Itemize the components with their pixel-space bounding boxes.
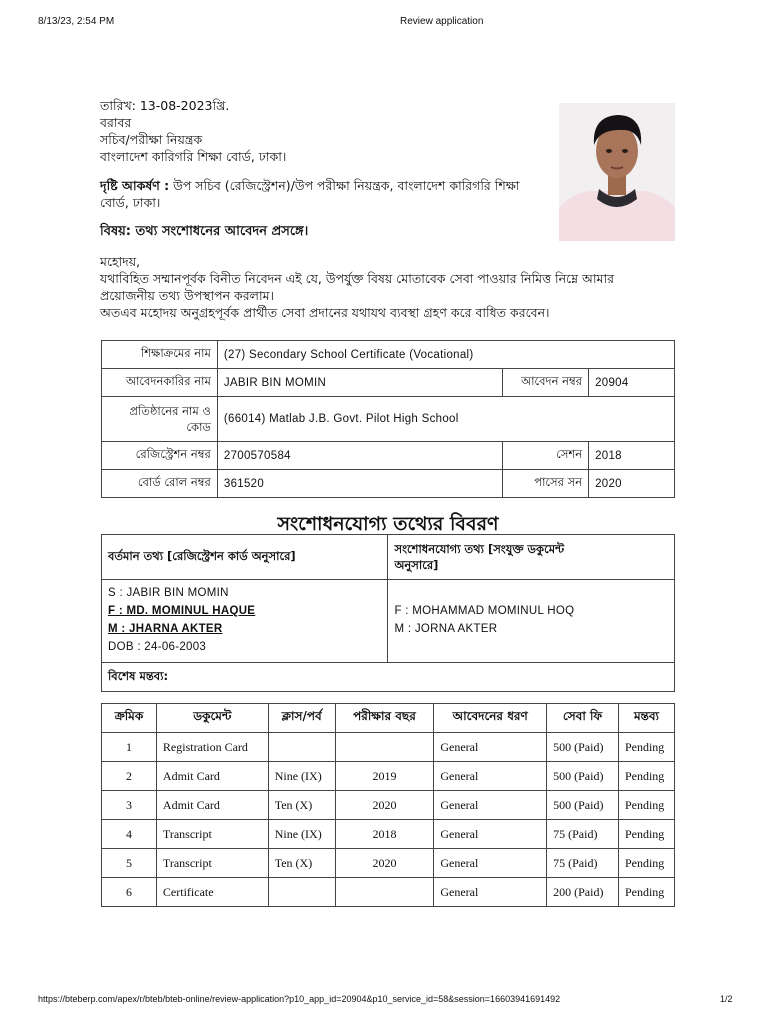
cell-exam-year	[335, 878, 434, 907]
application-number-label: আবেদন নম্বর	[503, 369, 589, 397]
cell-document: Transcript	[156, 820, 268, 849]
table-row	[102, 733, 675, 762]
curriculum-label: শিক্ষাক্রমের নাম	[102, 341, 218, 369]
corrected-father-name: F : MOHAMMAD MOMINUL HOQ	[394, 605, 575, 617]
cell-class: Nine (IX)	[268, 820, 335, 849]
cell-class: Ten (X)	[268, 791, 335, 820]
institute-label-line-2: কোড	[186, 420, 211, 434]
print-title: Review application	[400, 16, 484, 27]
current-father-name: F : MD. MOMINUL HAQUE	[108, 605, 256, 617]
board-roll-label: বোর্ড রোল নম্বর	[102, 470, 218, 498]
corrected-mother-name: M : JORNA AKTER	[394, 623, 498, 635]
table-row	[102, 791, 675, 820]
session-value: 2018	[589, 442, 675, 470]
cell-serial: 3	[102, 791, 157, 820]
corrected-info-header	[388, 535, 675, 580]
cell-exam-year: 2020	[335, 849, 434, 878]
current-student-name: S : JABIR BIN MOMIN	[108, 587, 229, 599]
cell-status: Pending	[618, 878, 674, 907]
applicant-photo-image	[559, 103, 675, 241]
cell-document: Admit Card	[156, 762, 268, 791]
passing-year-label: পাসের সন	[503, 470, 589, 498]
cell-service-fee: 500 (Paid)	[547, 762, 619, 791]
cell-service-fee: 200 (Paid)	[547, 878, 619, 907]
body-line-3: অতএব মহোদয় অনুগ্রহপূর্বক প্রার্থীত সেবা প্রদানের যথাযথ ব্যবস্থা গ্রহণ করে বাধিত করবেন।	[100, 305, 550, 320]
table-row	[102, 580, 675, 663]
applicant-photo	[559, 103, 675, 241]
body-line-2: প্রয়োজনীয় তথ্য উপস্থাপন করলাম।	[100, 288, 274, 303]
documents-table	[101, 703, 675, 907]
current-info-cell	[102, 580, 388, 663]
recipient-org: বাংলাদেশ কারিগরি শিক্ষা বোর্ড, ঢাকা।	[100, 149, 287, 164]
cell-service-fee: 500 (Paid)	[547, 791, 619, 820]
attention-block	[100, 177, 560, 211]
header-exam-year: পরীক্ষার বছর	[335, 704, 434, 733]
cell-document: Certificate	[156, 878, 268, 907]
body-line-1: যথাবিহিত সম্মানপূর্বক বিনীত নিবেদন এই যে, উপর্যুক্ত বিষয় মোতাবেক সেবা পাওয়ার নিমিত্ত নিম্নে আমার	[100, 271, 614, 286]
registration-number-value: 2700570584	[217, 442, 502, 470]
corrected-info-cell	[388, 580, 675, 663]
table-row	[102, 442, 675, 470]
cell-document: Admit Card	[156, 791, 268, 820]
cell-application-type: General	[434, 762, 547, 791]
header-remarks: মন্তব্য	[618, 704, 674, 733]
salutation: মহোদয়,	[100, 254, 141, 269]
to-line: বরাবর	[100, 115, 132, 130]
cell-document: Transcript	[156, 849, 268, 878]
letter-address	[100, 97, 560, 165]
session-label: সেশন	[503, 442, 589, 470]
table-row	[102, 820, 675, 849]
cell-serial: 1	[102, 733, 157, 762]
registration-number-label: রেজিস্ট্রেশন নম্বর	[102, 442, 218, 470]
table-row	[102, 397, 675, 442]
table-row	[102, 663, 675, 692]
header-service-fee: সেবা ফি	[547, 704, 619, 733]
table-row	[102, 878, 675, 907]
current-info-header: বর্তমান তথ্য [রেজিস্ট্রেশন কার্ড অনুসারে]	[102, 535, 388, 580]
header-serial: ক্রমিক	[102, 704, 157, 733]
correction-table	[101, 534, 675, 692]
table-row	[102, 470, 675, 498]
cell-class	[268, 733, 335, 762]
cell-service-fee: 500 (Paid)	[547, 733, 619, 762]
subject-line: বিষয়: তথ্য সংশোধনের আবেদন প্রসঙ্গে।	[100, 224, 309, 239]
header-document: ডকুমেন্ট	[156, 704, 268, 733]
recipient-title: সচিব/পরীক্ষা নিয়ন্ত্রক	[100, 132, 203, 147]
passing-year-value: 2020	[589, 470, 675, 498]
attention-label: দৃষ্টি আকর্ষণ :	[100, 178, 170, 193]
header-application-type: আবেদনের ধরণ	[434, 704, 547, 733]
cell-service-fee: 75 (Paid)	[547, 820, 619, 849]
cell-exam-year	[335, 733, 434, 762]
print-datetime: 8/13/23, 2:54 PM	[38, 16, 115, 27]
institute-label-line-1: প্রতিষ্ঠানের নাম ও	[129, 404, 211, 418]
application-number-value: 20904	[589, 369, 675, 397]
header-class: ক্লাস/পর্ব	[268, 704, 335, 733]
cell-class	[268, 878, 335, 907]
corrected-info-header-line-2: অনুসারে]	[394, 558, 439, 572]
corrected-info-header-line-1: সংশোধনযোগ্য তথ্য [সংযুক্ত ডকুমেন্ট	[394, 542, 565, 556]
current-dob: DOB : 24-06-2003	[108, 641, 207, 653]
cell-status: Pending	[618, 849, 674, 878]
cell-status: Pending	[618, 733, 674, 762]
cell-serial: 4	[102, 820, 157, 849]
date-line: তারিখ: 13-08-2023খ্রি.	[100, 98, 230, 113]
cell-service-fee: 75 (Paid)	[547, 849, 619, 878]
attention-text: উপ সচিব (রেজিস্ট্রেশন)/উপ পরীক্ষা নিয়ন্ত্রক, বাংলাদেশ কারিগরি শিক্ষা	[169, 178, 520, 193]
cell-exam-year: 2018	[335, 820, 434, 849]
current-mother-name: M : JHARNA AKTER	[108, 623, 223, 635]
cell-serial: 6	[102, 878, 157, 907]
cell-status: Pending	[618, 820, 674, 849]
institute-label	[102, 397, 218, 442]
attention-text-cont: বোর্ড, ঢাকা।	[100, 195, 161, 210]
institute-value: (66014) Matlab J.B. Govt. Pilot High School	[217, 397, 674, 442]
cell-exam-year: 2019	[335, 762, 434, 791]
cell-application-type: General	[434, 733, 547, 762]
cell-serial: 5	[102, 849, 157, 878]
print-page-number: 1/2	[720, 994, 733, 1004]
print-url: https://bteberp.com/apex/r/bteb/bteb-online/review-application?p10_app_id=20904&p10_service_id=58&session=16603941691492	[38, 994, 561, 1004]
applicant-info-table	[101, 340, 675, 498]
cell-document: Registration Card	[156, 733, 268, 762]
curriculum-value: (27) Secondary School Certificate (Vocational)	[217, 341, 674, 369]
cell-exam-year: 2020	[335, 791, 434, 820]
cell-status: Pending	[618, 791, 674, 820]
cell-application-type: General	[434, 878, 547, 907]
cell-application-type: General	[434, 820, 547, 849]
table-row	[102, 341, 675, 369]
cell-serial: 2	[102, 762, 157, 791]
table-row	[102, 535, 675, 580]
correction-section-title: সংশোধনযোগ্য তথ্যের বিবরণ	[277, 513, 499, 535]
cell-status: Pending	[618, 762, 674, 791]
table-row	[102, 849, 675, 878]
applicant-name-label: আবেদনকারির নাম	[102, 369, 218, 397]
cell-class: Ten (X)	[268, 849, 335, 878]
board-roll-value: 361520	[217, 470, 502, 498]
table-row	[102, 369, 675, 397]
applicant-name-value: JABIR BIN MOMIN	[217, 369, 502, 397]
table-row	[102, 762, 675, 791]
cell-application-type: General	[434, 791, 547, 820]
cell-class: Nine (IX)	[268, 762, 335, 791]
documents-header-row	[102, 704, 675, 733]
cell-application-type: General	[434, 849, 547, 878]
remarks-label: বিশেষ মন্তব্য:	[102, 663, 675, 692]
letter-body	[100, 253, 680, 321]
